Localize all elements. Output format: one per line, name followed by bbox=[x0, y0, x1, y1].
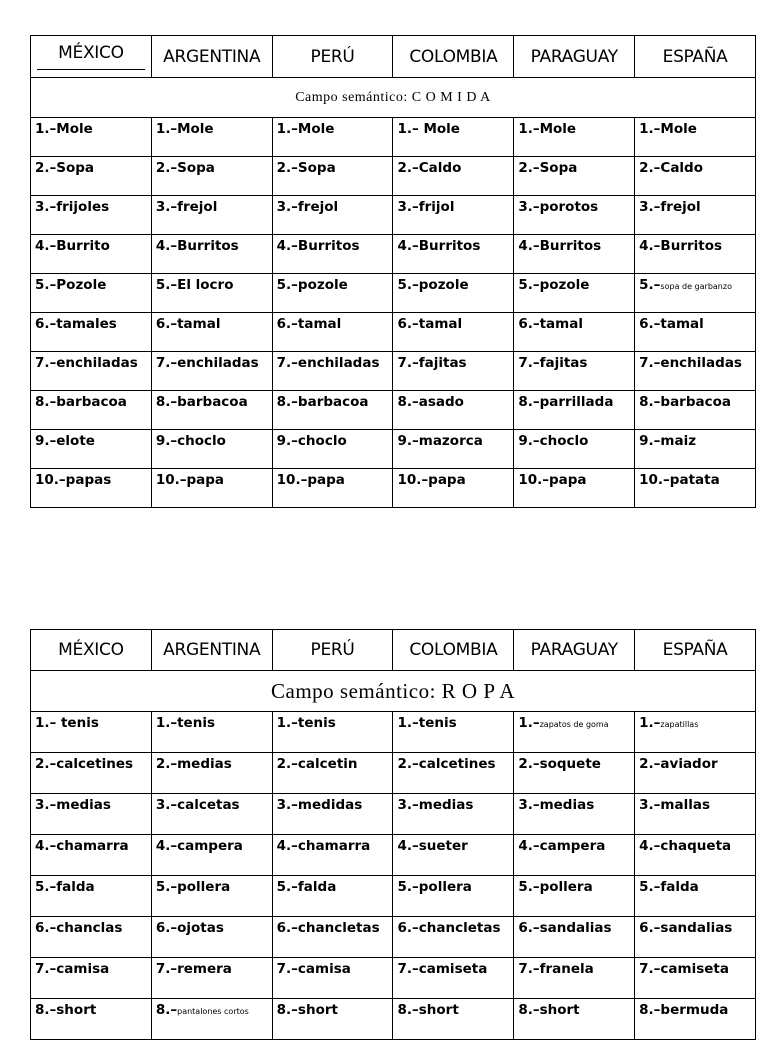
cell-text: 8.–barbacoa bbox=[639, 394, 732, 410]
table-cell bbox=[514, 835, 635, 876]
cell-text: 4.–campera bbox=[518, 838, 606, 854]
cell-text: 9.–maiz bbox=[639, 433, 697, 449]
table-cell bbox=[514, 794, 635, 835]
table2-header-row bbox=[31, 630, 756, 671]
cell-text: 7.–franela bbox=[518, 961, 594, 977]
table-cell bbox=[272, 999, 393, 1040]
table-cell bbox=[272, 876, 393, 917]
cell-text: 5.–pollera bbox=[397, 879, 472, 895]
cell-text: 4.–Burrito bbox=[35, 238, 110, 254]
table-cell bbox=[635, 157, 756, 196]
cell-text: 10.–papas bbox=[35, 472, 112, 488]
cell-text: 6.–tamal bbox=[518, 316, 583, 332]
table-cell bbox=[151, 196, 272, 235]
table-row bbox=[31, 469, 756, 508]
table-cell bbox=[31, 794, 152, 835]
table-cell bbox=[514, 469, 635, 508]
table-cell bbox=[514, 876, 635, 917]
cell-text: 10.–papa bbox=[276, 472, 345, 488]
cell-text: 6.–sandalias bbox=[639, 920, 733, 936]
cell-text: 4.–Burritos bbox=[155, 238, 239, 254]
cell-text: 6.–ojotas bbox=[155, 920, 224, 936]
column-header-espana bbox=[635, 630, 756, 671]
table-cell bbox=[272, 794, 393, 835]
cell-text: 10.–papa bbox=[155, 472, 225, 488]
cell-text: 5.–pollera bbox=[518, 879, 593, 895]
cell-text: 9.–elote bbox=[35, 433, 95, 449]
cell-text: 7.–camisa bbox=[35, 961, 110, 977]
table-cell bbox=[514, 235, 635, 274]
column-header-argentina bbox=[151, 36, 272, 78]
cell-text: 6.–tamal bbox=[155, 316, 221, 332]
table-cell bbox=[393, 313, 514, 352]
cell-text: 7.–enchiladas bbox=[639, 355, 742, 371]
table-cell bbox=[151, 835, 272, 876]
cell-text: 4.–chamarra bbox=[276, 838, 371, 854]
table-cell bbox=[393, 235, 514, 274]
cell-text: 10.–papa bbox=[397, 472, 466, 488]
table-cell bbox=[514, 712, 635, 753]
table-cell bbox=[635, 999, 756, 1040]
table-cell bbox=[393, 352, 514, 391]
cell-text: 1.–Mole bbox=[35, 121, 93, 137]
cell-text: 1.– Mole bbox=[397, 121, 460, 137]
table-row bbox=[31, 958, 756, 999]
table-cell bbox=[31, 712, 152, 753]
cell-text: 4.–campera bbox=[155, 838, 243, 854]
table-cell bbox=[635, 196, 756, 235]
cell-text: 6.–tamal bbox=[639, 316, 704, 332]
column-header-label: PARAGUAY bbox=[530, 46, 618, 67]
ropa-table-body bbox=[31, 630, 756, 1040]
table-cell bbox=[31, 430, 152, 469]
column-header-paraguay bbox=[514, 630, 635, 671]
table-row bbox=[31, 999, 756, 1040]
table-cell bbox=[272, 235, 393, 274]
table-cell bbox=[272, 430, 393, 469]
cell-text: 2.–medias bbox=[155, 756, 232, 772]
table-cell bbox=[393, 157, 514, 196]
cell-text: 4.–chaqueta bbox=[639, 838, 732, 854]
column-header-peru bbox=[272, 36, 393, 78]
cell-text: 2.–Caldo bbox=[397, 160, 462, 176]
cell-text: 4.–Burritos bbox=[397, 238, 481, 254]
table-cell bbox=[31, 391, 152, 430]
table-cell bbox=[514, 430, 635, 469]
column-header-colombia bbox=[393, 630, 514, 671]
cell-text: 8.–short bbox=[518, 1002, 580, 1018]
table-row bbox=[31, 835, 756, 876]
column-header-label: MÉXICO bbox=[58, 640, 124, 660]
column-header-colombia bbox=[393, 36, 514, 78]
table-cell bbox=[31, 958, 152, 999]
table-cell bbox=[31, 196, 152, 235]
cell-text: 3.–frijoles bbox=[35, 199, 110, 215]
cell-text: 6.–chancletas bbox=[397, 920, 501, 936]
cell-text: 5.–falda bbox=[639, 879, 699, 895]
cell-text: 2.–aviador bbox=[639, 756, 718, 772]
table-cell bbox=[151, 753, 272, 794]
table-cell bbox=[514, 313, 635, 352]
cell-text: 1.–tenis bbox=[276, 715, 336, 731]
table-cell bbox=[31, 917, 152, 958]
cell-text: 3.–frejol bbox=[276, 199, 339, 215]
cell-text: 3.–calcetas bbox=[155, 797, 240, 813]
table-cell bbox=[272, 118, 393, 157]
cell-text: 9.–choclo bbox=[155, 433, 226, 449]
table-cell bbox=[635, 430, 756, 469]
table-cell bbox=[272, 352, 393, 391]
cell-small-text: pantalones cortos bbox=[177, 1007, 249, 1016]
column-header-mexico bbox=[31, 630, 152, 671]
cell-text: 3.–medias bbox=[35, 797, 111, 813]
column-header-label: PERÚ bbox=[310, 640, 355, 660]
cell-text: 2.–calcetines bbox=[35, 756, 134, 772]
table-cell bbox=[272, 835, 393, 876]
table-cell bbox=[514, 157, 635, 196]
cell-text: 1.–tenis bbox=[155, 715, 215, 731]
table-cell bbox=[151, 391, 272, 430]
table-row bbox=[31, 274, 756, 313]
column-header-label: ARGENTINA bbox=[163, 46, 261, 67]
cell-text: 7.–fajitas bbox=[518, 355, 588, 371]
cell-text: 7.–remera bbox=[155, 961, 232, 977]
cell-text: 8.–asado bbox=[397, 394, 464, 410]
table-cell bbox=[31, 835, 152, 876]
cell-small-text: sopa de garbanzo bbox=[660, 282, 732, 291]
column-header-label: MÉXICO bbox=[58, 43, 124, 63]
table-cell bbox=[635, 274, 756, 313]
column-header-label: ESPAÑA bbox=[662, 640, 728, 660]
table-cell bbox=[635, 391, 756, 430]
table-cell bbox=[272, 469, 393, 508]
table-cell bbox=[151, 118, 272, 157]
column-header-espana bbox=[635, 36, 756, 78]
cell-text: 2.–calcetin bbox=[276, 756, 358, 772]
cell-text: 8.–short bbox=[276, 1002, 338, 1018]
table-row bbox=[31, 794, 756, 835]
cell-text: 3.–medias bbox=[518, 797, 595, 813]
table-cell bbox=[514, 118, 635, 157]
cell-text: 8.–barbacoa bbox=[276, 394, 369, 410]
table-row bbox=[31, 313, 756, 352]
cell-text: 2.–Sopa bbox=[518, 160, 578, 176]
cell-small-text: zapatillas bbox=[660, 720, 699, 729]
table-cell bbox=[635, 313, 756, 352]
cell-text: 5.–pozole bbox=[276, 277, 348, 293]
cell-text: 2.–Caldo bbox=[639, 160, 703, 176]
table-cell bbox=[31, 235, 152, 274]
cell-text: 3.–medidas bbox=[276, 797, 363, 813]
table-cell bbox=[31, 352, 152, 391]
column-header-peru bbox=[272, 630, 393, 671]
cell-text: 1.–Mole bbox=[155, 121, 214, 137]
cell-text: 6.–tamal bbox=[276, 316, 342, 332]
cell-text: 5.–pozole bbox=[518, 277, 590, 293]
header-underline bbox=[37, 69, 145, 70]
table-cell bbox=[635, 958, 756, 999]
table-cell bbox=[31, 313, 152, 352]
table-cell bbox=[31, 118, 152, 157]
table-cell bbox=[151, 313, 272, 352]
table-cell bbox=[151, 876, 272, 917]
table-cell bbox=[393, 917, 514, 958]
table-cell bbox=[635, 469, 756, 508]
cell-text: 4.–Burritos bbox=[518, 238, 602, 254]
table-cell bbox=[272, 391, 393, 430]
cell-text: 9.–mazorca bbox=[397, 433, 483, 449]
table1-title-row bbox=[31, 78, 756, 118]
table-cell bbox=[393, 835, 514, 876]
cell-text: 2.–soquete bbox=[518, 756, 601, 772]
cell-text: 8.–bermuda bbox=[639, 1002, 729, 1018]
column-header-label: COLOMBIA bbox=[409, 46, 498, 67]
column-header-label: PERÚ bbox=[310, 46, 355, 67]
table-row bbox=[31, 157, 756, 196]
cell-text: 1.– bbox=[518, 715, 540, 731]
table-cell bbox=[393, 876, 514, 917]
table-cell bbox=[514, 391, 635, 430]
table-cell bbox=[151, 958, 272, 999]
table-cell bbox=[31, 274, 152, 313]
table-cell bbox=[635, 753, 756, 794]
table-cell bbox=[272, 274, 393, 313]
column-header-argentina bbox=[151, 630, 272, 671]
column-header-label: PARAGUAY bbox=[530, 640, 618, 660]
table-cell bbox=[635, 835, 756, 876]
table-cell bbox=[393, 753, 514, 794]
cell-text: 9.–choclo bbox=[518, 433, 589, 449]
table-cell bbox=[635, 352, 756, 391]
table-cell bbox=[393, 794, 514, 835]
table-cell bbox=[393, 999, 514, 1040]
table-cell bbox=[635, 118, 756, 157]
cell-text: 3.–frijol bbox=[397, 199, 455, 215]
table-cell bbox=[151, 794, 272, 835]
cell-text: 6.–chancletas bbox=[276, 920, 380, 936]
table-cell bbox=[635, 794, 756, 835]
cell-text: 3.–porotos bbox=[518, 199, 599, 215]
cell-text: 7.–fajitas bbox=[397, 355, 467, 371]
cell-text: 7.–camiseta bbox=[639, 961, 729, 977]
table-cell bbox=[31, 157, 152, 196]
cell-text: 6.–sandalias bbox=[518, 920, 612, 936]
table-cell bbox=[151, 712, 272, 753]
table-cell bbox=[393, 196, 514, 235]
cell-text: 7.–enchiladas bbox=[35, 355, 138, 371]
cell-text: 3.–mallas bbox=[639, 797, 710, 813]
table-cell bbox=[393, 958, 514, 999]
table1-header-row bbox=[31, 36, 756, 78]
cell-text: 5.–falda bbox=[35, 879, 95, 895]
table-cell bbox=[151, 917, 272, 958]
table-cell bbox=[31, 999, 152, 1040]
cell-text: 8.–short bbox=[397, 1002, 459, 1018]
table-cell bbox=[272, 712, 393, 753]
table-cell bbox=[272, 157, 393, 196]
table-cell bbox=[514, 999, 635, 1040]
column-header-mexico bbox=[31, 36, 152, 78]
table-cell bbox=[151, 157, 272, 196]
cell-text: 7.–camiseta bbox=[397, 961, 488, 977]
table-row bbox=[31, 430, 756, 469]
table-cell bbox=[635, 876, 756, 917]
table-cell bbox=[151, 999, 272, 1040]
column-header-label: COLOMBIA bbox=[409, 640, 498, 660]
table-cell bbox=[393, 391, 514, 430]
cell-text: 1.– tenis bbox=[35, 715, 99, 731]
table-cell bbox=[151, 430, 272, 469]
table-cell bbox=[393, 712, 514, 753]
table-cell bbox=[393, 118, 514, 157]
table-row bbox=[31, 712, 756, 753]
cell-text: 6.–tamal bbox=[397, 316, 463, 332]
table-row bbox=[31, 196, 756, 235]
table-row bbox=[31, 391, 756, 430]
table-cell bbox=[151, 352, 272, 391]
cell-small-text: zapatos de goma bbox=[539, 720, 609, 729]
cell-text: 10.–patata bbox=[639, 472, 720, 488]
cell-text: 7.–enchiladas bbox=[155, 355, 259, 371]
table-cell bbox=[514, 753, 635, 794]
cell-text: 1.–Mole bbox=[639, 121, 697, 137]
cell-text: 4.–Burritos bbox=[639, 238, 723, 254]
cell-text: 2.–Sopa bbox=[155, 160, 215, 176]
ropa-table bbox=[30, 629, 756, 1040]
table-row bbox=[31, 753, 756, 794]
table-cell bbox=[514, 196, 635, 235]
table-cell bbox=[272, 958, 393, 999]
cell-text: 1.– bbox=[639, 715, 661, 731]
cell-text: 2.–Sopa bbox=[35, 160, 95, 176]
table-cell bbox=[31, 469, 152, 508]
cell-text: 6.–chanclas bbox=[35, 920, 123, 936]
cell-text: 3.–frejol bbox=[155, 199, 218, 215]
cell-text: 4.–Burritos bbox=[276, 238, 360, 254]
cell-text: 8.–short bbox=[35, 1002, 97, 1018]
cell-text: 8.–parrillada bbox=[518, 394, 614, 410]
cell-text: 5.– bbox=[639, 277, 661, 293]
table-cell bbox=[635, 712, 756, 753]
column-header-paraguay bbox=[514, 36, 635, 78]
table-cell bbox=[151, 274, 272, 313]
semantic-field-title: Campo semántico: R O P A bbox=[31, 671, 756, 712]
table-cell bbox=[272, 917, 393, 958]
cell-text: 2.–Sopa bbox=[276, 160, 336, 176]
cell-text: 9.–choclo bbox=[276, 433, 347, 449]
table-row bbox=[31, 235, 756, 274]
semantic-field-title: Campo semántico: C O M I D A bbox=[31, 78, 756, 118]
cell-text: 1.–Mole bbox=[518, 121, 577, 137]
table-cell bbox=[151, 469, 272, 508]
table2-title-row bbox=[31, 671, 756, 712]
table-cell bbox=[393, 469, 514, 508]
table-cell bbox=[514, 274, 635, 313]
cell-text: 4.–sueter bbox=[397, 838, 468, 854]
table-cell bbox=[272, 196, 393, 235]
cell-text: 3.–frejol bbox=[639, 199, 701, 215]
table-cell bbox=[31, 753, 152, 794]
table-cell bbox=[514, 917, 635, 958]
cell-text: 5.–falda bbox=[276, 879, 337, 895]
cell-text: 5.–Pozole bbox=[35, 277, 107, 293]
cell-text: 4.–chamarra bbox=[35, 838, 129, 854]
column-header-label: ESPAÑA bbox=[662, 46, 728, 67]
table-cell bbox=[393, 430, 514, 469]
table-cell bbox=[31, 876, 152, 917]
table-cell bbox=[635, 917, 756, 958]
cell-text: 8.– bbox=[155, 1002, 178, 1018]
table-cell bbox=[635, 235, 756, 274]
cell-text: 8.–barbacoa bbox=[35, 394, 127, 410]
cell-text: 1.–tenis bbox=[397, 715, 457, 731]
comida-table-body bbox=[31, 36, 756, 508]
cell-text: 1.–Mole bbox=[276, 121, 335, 137]
table-cell bbox=[514, 958, 635, 999]
table-cell bbox=[393, 274, 514, 313]
cell-text: 6.–tamales bbox=[35, 316, 117, 332]
cell-text: 8.–barbacoa bbox=[155, 394, 248, 410]
table-row bbox=[31, 876, 756, 917]
cell-text: 7.–enchiladas bbox=[276, 355, 380, 371]
cell-text: 5.–El locro bbox=[155, 277, 234, 293]
table-cell bbox=[272, 753, 393, 794]
table-cell bbox=[514, 352, 635, 391]
table-row bbox=[31, 917, 756, 958]
table-cell bbox=[272, 313, 393, 352]
cell-text: 5.–pozole bbox=[397, 277, 469, 293]
column-header-label: ARGENTINA bbox=[163, 640, 261, 660]
cell-text: 2.–calcetines bbox=[397, 756, 496, 772]
comida-table bbox=[30, 35, 756, 508]
cell-text: 10.–papa bbox=[518, 472, 587, 488]
table-cell bbox=[151, 235, 272, 274]
table-row bbox=[31, 352, 756, 391]
cell-text: 5.–pollera bbox=[155, 879, 231, 895]
cell-text: 3.–medias bbox=[397, 797, 474, 813]
table-row bbox=[31, 118, 756, 157]
cell-text: 7.–camisa bbox=[276, 961, 351, 977]
